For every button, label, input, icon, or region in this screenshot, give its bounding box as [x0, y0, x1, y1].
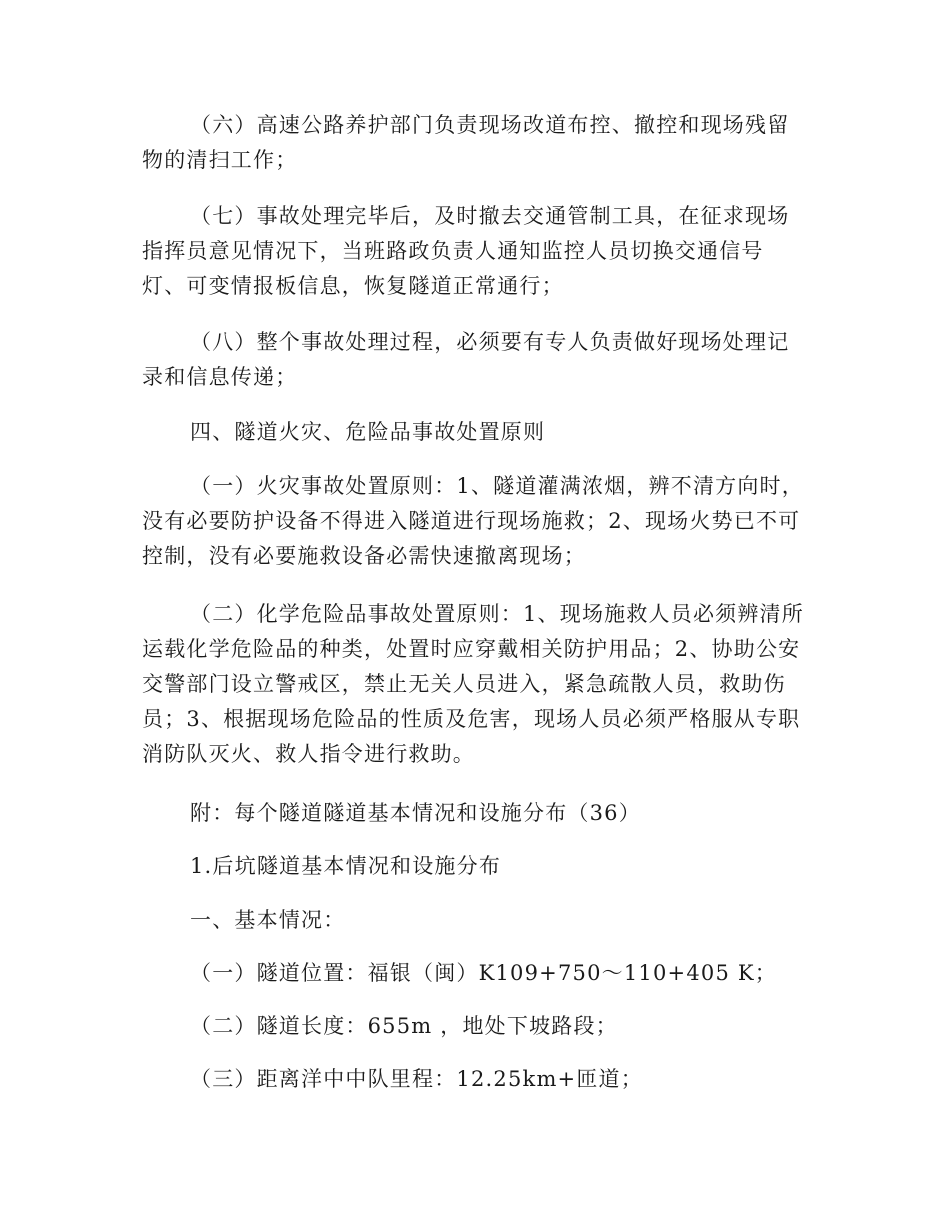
basic-info-heading: 一、基本情况：	[190, 908, 346, 932]
paragraph-hazmat-principles: （二）化学危险品事故处置原则：1、现场施救人员必须辨清所运载化学危险品的种类，处置时应穿戴相关防护用品；2、协助公安交警部门设立警戒区，禁止无关人员进入，紧急疏散人员，救助伤员；3、根据现场危险品的性质及危害，现场人员必须严格服从专职消防队灭火、救人指令进行救助。	[142, 602, 804, 766]
paragraph-fire-principles: （一）火灾事故处置原则：1、隧道灌满浓烟，辨不清方向时，没有必要防护设备不得进入隧道进行现场施救；2、现场火势已不可控制，没有必要施救设备必需快速撤离现场；	[142, 474, 804, 568]
appendix-title: 附：每个隧道隧道基本情况和设施分布（36）	[190, 801, 641, 825]
tunnel-distance: （三）距离洋中中队里程：12.25km+匝道；	[190, 1067, 643, 1091]
paragraph-6: （六）高速公路养护部门负责现场改道布控、撤控和现场残留物的清扫工作；	[142, 113, 790, 172]
paragraph-8: （八）整个事故处理过程，必须要有专人负责做好现场处理记录和信息传递；	[142, 330, 790, 389]
tunnel-length: （二）隧道长度：655m ，地处下坡路段；	[190, 1014, 618, 1038]
paragraph-7: （七）事故处理完毕后，及时撤去交通管制工具，在征求现场指挥员意见情况下，当班路政负责人通知监控人员切换交通信号灯、可变情报板信息，恢复隧道正常通行；	[142, 204, 790, 298]
tunnel-location: （一）隧道位置：福银（闽）K109+750～110+405 K；	[190, 961, 777, 985]
section-heading-4: 四、隧道火灾、危险品事故处置原则	[190, 420, 546, 444]
tunnel-section-title: 1.后坑隧道基本情况和设施分布	[190, 854, 502, 878]
